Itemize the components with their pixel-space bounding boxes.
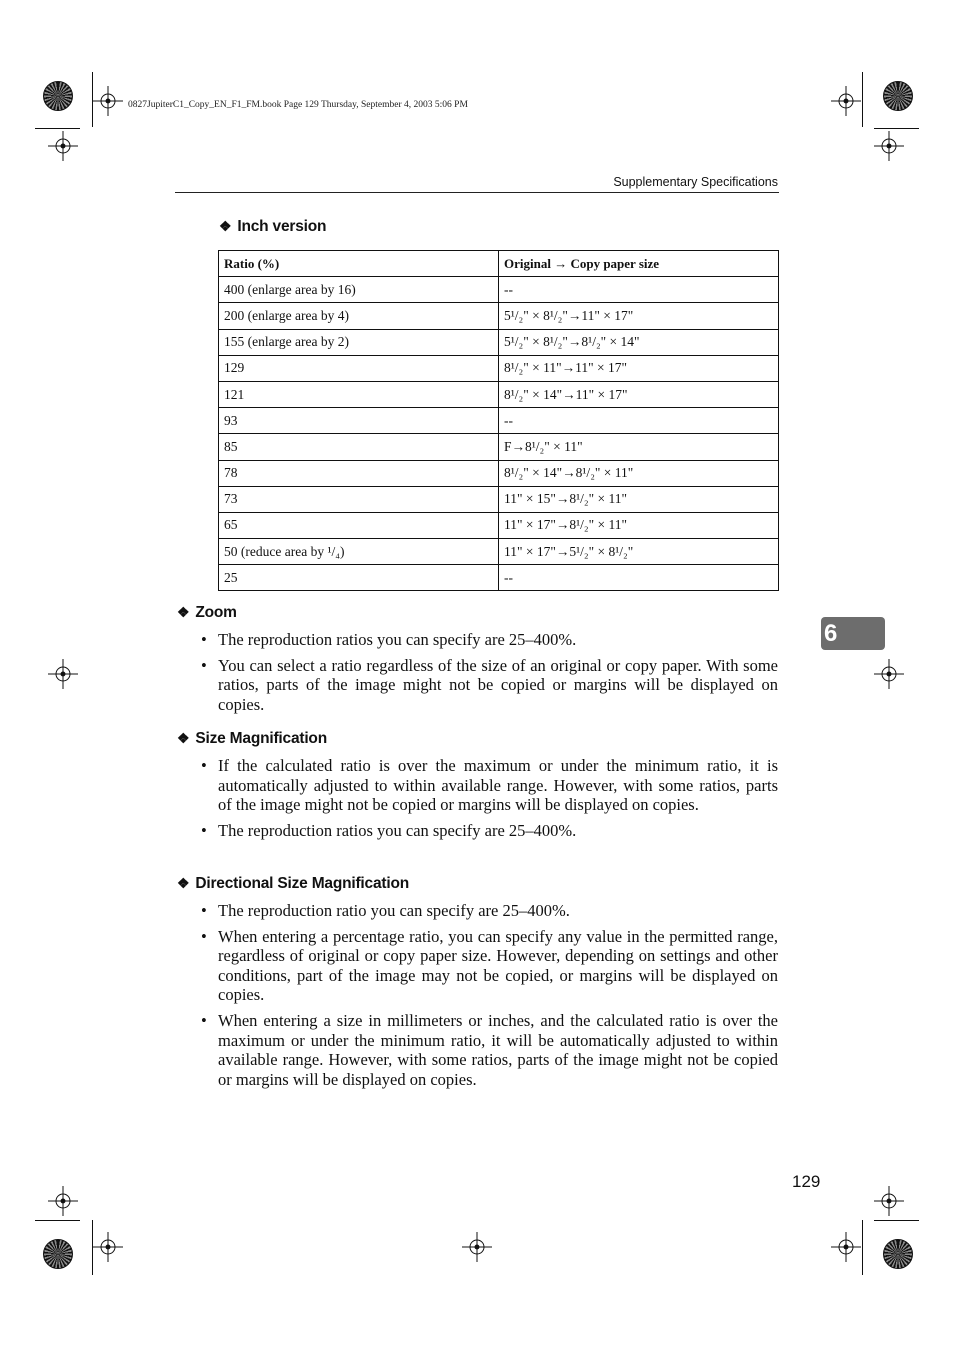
registration-disc-icon (883, 81, 913, 111)
table-row (219, 303, 779, 329)
table-row (219, 565, 779, 591)
section-heading-directional: ❖ Directional Size Magnification (177, 875, 409, 892)
ratio-cell: 129 (219, 355, 499, 381)
paper-size-cell: 11" × 17"→5¹/₂" × 8¹/₂" (499, 539, 779, 565)
crop-mark (92, 72, 93, 127)
table-row (219, 486, 779, 512)
paper-size-cell: 5¹/₂" × 8¹/₂"→8¹/₂" × 14" (499, 329, 779, 355)
table-row (219, 434, 779, 460)
table-row (219, 329, 779, 355)
registration-disc-icon (43, 81, 73, 111)
registration-crosshair-icon (48, 131, 78, 161)
registration-disc-icon (43, 1239, 73, 1269)
list-item: • If the calculated ratio is over the maximum or under the minimum ratio, it is automatically adjusted to within available range. However, with some ratios, parts of the image might not be copied or margins will be displayed on copies. (198, 756, 778, 815)
crop-mark (35, 128, 80, 129)
header-rule (175, 192, 779, 193)
registration-crosshair-icon (831, 86, 861, 116)
registration-crosshair-icon (93, 86, 123, 116)
list-item: • When entering a size in millimeters or inches, and the calculated ratio is over the maximum or under the minimum ratio, it will be automatically adjusted to within available range. However, with some ratios, parts of the image might not be copied or margins will be displayed on copies. (198, 1011, 778, 1089)
paper-size-cell: 11" × 15"→8¹/₂" × 11" (499, 486, 779, 512)
crop-mark (35, 1220, 80, 1221)
section-heading-size-magnification: ❖ Size Magnification (177, 730, 327, 747)
registration-disc-icon (883, 1239, 913, 1269)
ratio-cell: 121 (219, 381, 499, 407)
table-row (219, 381, 779, 407)
zoom-list (198, 630, 778, 720)
paper-size-cell: -- (499, 408, 779, 434)
ratio-cell: 25 (219, 565, 499, 591)
registration-crosshair-icon (874, 1186, 904, 1216)
diamond-bullet-icon: ❖ (219, 218, 232, 234)
paper-size-cell: -- (499, 277, 779, 303)
ratio-cell: 50 (reduce area by ¹/₄) (219, 539, 499, 565)
size-magnification-list (198, 756, 778, 846)
table-header-cell: Original → Copy paper size (499, 251, 779, 277)
list-item: • The reproduction ratios you can specify are 25–400%. (198, 630, 778, 650)
registration-crosshair-icon (93, 1232, 123, 1262)
table-row (219, 512, 779, 538)
section-heading-zoom: ❖ Zoom (177, 604, 237, 621)
crop-mark (92, 1220, 93, 1275)
paper-size-cell: 8¹/₂" × 14"→8¹/₂" × 11" (499, 460, 779, 486)
paper-size-cell: 8¹/₂" × 14"→11" × 17" (499, 381, 779, 407)
ratio-cell: 155 (enlarge area by 2) (219, 329, 499, 355)
ratio-cell: 200 (enlarge area by 4) (219, 303, 499, 329)
list-item: • You can select a ratio regardless of the size of an original or copy paper. With some ratios, parts of the image might not be copied or margins will be displayed on copies. (198, 656, 778, 715)
ratio-cell: 65 (219, 512, 499, 538)
registration-crosshair-icon (874, 659, 904, 689)
paper-size-cell: -- (499, 565, 779, 591)
registration-crosshair-icon (874, 131, 904, 161)
crop-mark (862, 1220, 863, 1275)
registration-crosshair-icon (831, 1232, 861, 1262)
crop-mark (874, 128, 919, 129)
table-header-row (219, 251, 779, 277)
registration-crosshair-icon (48, 1186, 78, 1216)
registration-crosshair-icon (48, 659, 78, 689)
list-item: • When entering a percentage ratio, you can specify any value in the permitted range, regardless of original or copy paper size. However, depending on settings and other conditions, part of the image may not be copied, or margins will be displayed on copies. (198, 927, 778, 1005)
ratio-cell: 400 (enlarge area by 16) (219, 277, 499, 303)
chapter-tab: 6 (821, 617, 885, 650)
registration-crosshair-icon (462, 1232, 492, 1262)
table-row (219, 539, 779, 565)
crop-mark (862, 72, 863, 127)
diamond-bullet-icon: ❖ (177, 875, 190, 891)
paper-size-cell: 11" × 17"→8¹/₂" × 11" (499, 512, 779, 538)
table-row (219, 277, 779, 303)
paper-size-cell: 8¹/₂" × 11"→11" × 17" (499, 355, 779, 381)
page-number: 129 (792, 1172, 821, 1191)
paper-size-cell: 5¹/₂" × 8¹/₂"→11" × 17" (499, 303, 779, 329)
diamond-bullet-icon: ❖ (177, 730, 190, 746)
table-header-cell: Ratio (%) (219, 251, 499, 277)
table-row (219, 408, 779, 434)
section-heading-inch-version: ❖ Inch version (219, 218, 327, 235)
ratio-cell: 78 (219, 460, 499, 486)
directional-list (198, 901, 778, 1095)
ratio-cell: 93 (219, 408, 499, 434)
list-item: • The reproduction ratios you can specify are 25–400%. (198, 821, 778, 841)
ratio-table (218, 250, 779, 591)
table-row (219, 355, 779, 381)
ratio-cell: 73 (219, 486, 499, 512)
book-slug: 0827JupiterC1_Copy_EN_F1_FM.book Page 129 Thursday, September 4, 2003 5:06 PM (128, 100, 468, 110)
running-head: Supplementary Specifications (613, 175, 778, 189)
list-item: • The reproduction ratio you can specify are 25–400%. (198, 901, 778, 921)
crop-mark (874, 1220, 919, 1221)
diamond-bullet-icon: ❖ (177, 604, 190, 620)
table-row (219, 460, 779, 486)
ratio-cell: 85 (219, 434, 499, 460)
paper-size-cell: F→8¹/₂" × 11" (499, 434, 779, 460)
